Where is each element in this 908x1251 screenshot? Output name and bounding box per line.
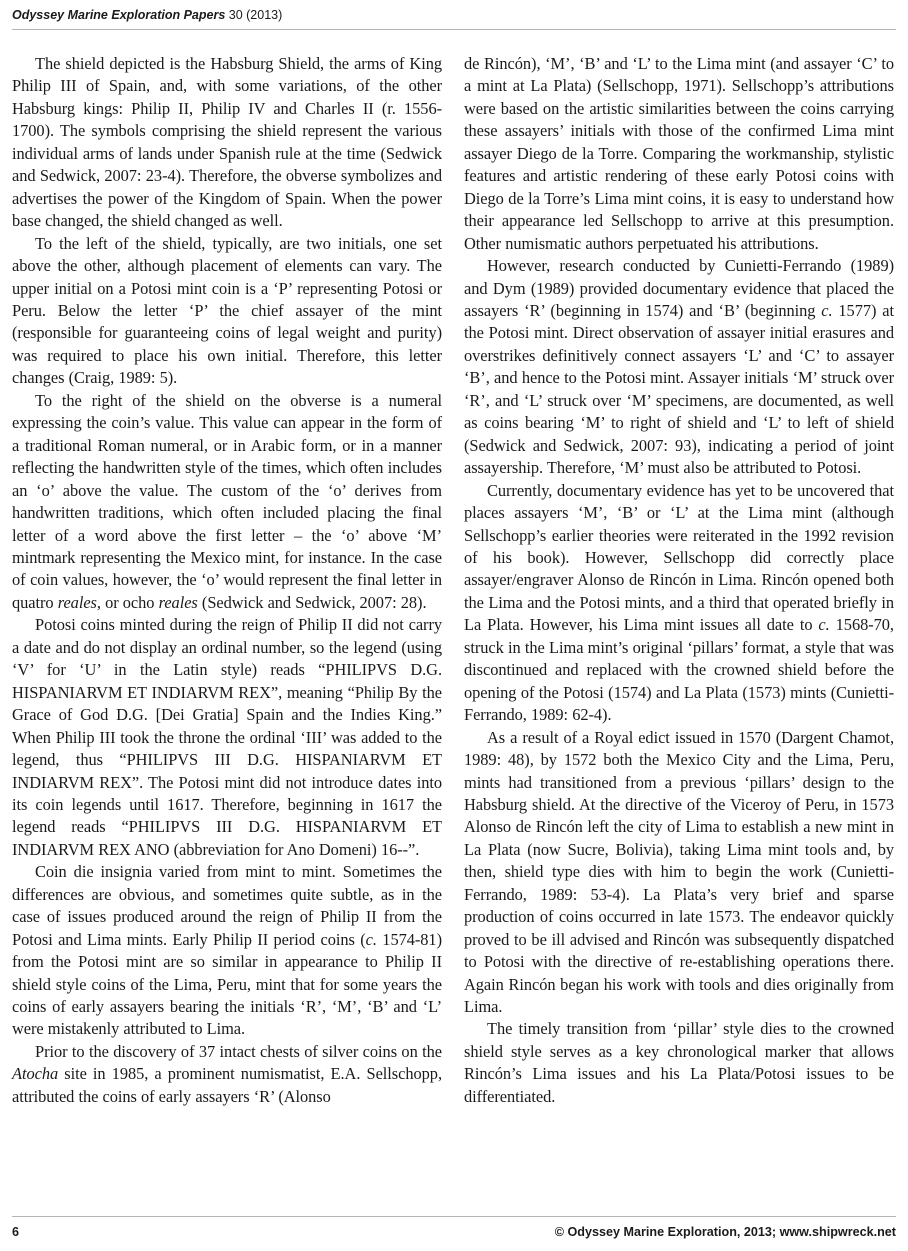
paragraph-left-3: [12, 390, 442, 615]
paragraph-right-3-part-b: 1568-70, struck in the Lima mint’s original ‘pillars’ format, a style that was discontinued and replaced with the crowned shield before the opening of the Potosi (1574) and La Plata (1573) mints (Cunietti-Ferrando, 1989: 62-4).: [464, 615, 894, 725]
page-number: 6: [12, 1225, 20, 1239]
paragraph-left-6-italic-1: Atocha: [12, 1064, 59, 1084]
paragraph-right-3-italic-1: c.: [818, 615, 830, 635]
paragraph-left-2: To the left of the shield, typically, are two initials, one set above the other, although placement of elements can vary. The upper initial on a Potosi mint coin is a ‘P’ representing Potosi or Peru. Below the letter ‘P’ the chief assayer of the mint (responsible for guaranteeing coins of legal weight and purity) was required to place his own initial. Therefore, this letter changes (Craig, 1989: 5).: [12, 233, 442, 388]
paragraph-right-3-part-a: Currently, documentary evidence has yet to be uncovered that places assayers ‘M’, ‘B’ or ‘L’ at the Lima mint (although Sellschopp’s earlier theories were reiterated in the 1992 revision of his book). However, Sellschopp did correctly place assayer/engraver Alonso de Rincón in Lima. Rincón opened both the Lima and the Potosi mints, and a third that operated briefly in La Plata. However, his Lima mint issues all date to: [464, 480, 894, 635]
paragraph-left-3-part-a: To the right of the shield on the obverse is a numeral expressing the coin’s value. This value can appear in the form of a traditional Roman numeral, or in Arabic form, or in a manner reflecting the handwritten style of the times, which often includes an ‘o’ above the value. The custom of the ‘o’ derives from handwritten traditions, which often included placing the final letter of a word above the first letter – the ‘o’ above ‘M’ mintmark representing the Mexico mint, for instance. In the case of coin values, however, the ‘o’ would represent the final letter in quatro: [12, 390, 442, 612]
paragraph-left-1: The shield depicted is the Habsburg Shield, the arms of King Philip III of Spain, and, with some variations, of the other Habsburg kings: Philip II, Philip IV and Charles II (r. 1556-1700). The symbols comprising the shield represent the various individual arms of lands under Spanish rule at the time (Sedwick and Sedwick, 2007: 23-4). Therefore, the obverse symbolizes and advertises the power of the Kingdom of Spain. When the power base changed, the shield changed as well.: [12, 54, 442, 231]
issue-number: 30 (2013): [228, 8, 283, 22]
journal-title: Odyssey Marine Exploration Papers: [12, 8, 226, 22]
footer-rule: [12, 1216, 896, 1217]
paragraph-left-6-part-a: Prior to the discovery of 37 intact chests of silver coins on the: [35, 1041, 442, 1061]
paragraph-right-3: [464, 480, 894, 727]
paragraph-left-3-part-b: , or ocho: [96, 592, 159, 612]
paragraph-right-5: The timely transition from ‘pillar’ style dies to the crowned shield style serves as a key chronological marker that allows Rincón’s Lima issues and his La Plata/Potosi issues to be differentiated.: [464, 1019, 894, 1106]
paragraph-left-6-part-b: site in 1985, a prominent numismatist, E.A. Sellschopp, attributed the coins of early assayers ‘R’ (Alonso: [12, 1064, 442, 1106]
paragraph-left-4: Potosi coins minted during the reign of Philip II did not carry a date and do not display an ordinal number, so the legend (using ‘V’ for ‘U’ in the Latin style) reads “PHILIPVS D.G. HISPANIARVM ET INDIARVM REX”, meaning “Philip By the Grace of God D.G. [Dei Gratia] Spain and the Indies King.” When Philip III took the throne the ordinal ‘III’ was added to the legend, thus “PHILIPVS III D.G. HISPANIARVM ET INDIARVM REX”. The Potosi mint did not introduce dates into its coin legends until 1617. Therefore, beginning in 1617 the legend reads “PHILIPVS III D.G. HISPANIARVM ET INDIARVM REX ANO (abbreviation for Ano Domeni) 16--”.: [12, 615, 442, 859]
paragraph-right-4: As a result of a Royal edict issued in 1570 (Dargent Chamot, 1989: 48), by 1572 both the Mexico City and the Lima, Peru, mints had transitioned from a previous ‘pillars’ design to the Habsburg shield. At the directive of the Viceroy of Peru, in 1573 Alonso de Rincón left the city of Lima to establish a new mint in La Plata (now Sucre, Bolivia), taking Lima mint tools and, by then, shield type dies with him to begin the work (Cunietti-Ferrando, 1989: 53-4). La Plata’s very brief and sparse production of coins occurred in late 1573. The endeavor quickly proved to be ill advised and Rincón was subsequently dispatched to Potosi with the directive of re-establishing operations there. Again Rincón began his work with tools and dies originally from Lima.: [464, 727, 894, 1017]
paragraph-left-3-part-c: (Sedwick and Sedwick, 2007: 28).: [197, 592, 427, 612]
page-footer: [12, 1225, 896, 1239]
paragraph-right-2-part-a: However, research conducted by Cunietti-Ferrando (1989) and Dym (1989) provided documentary evidence that placed the assayers ‘R’ (beginning in 1574) and ‘B’ (beginning: [464, 256, 894, 320]
paragraph-right-2-italic-1: c.: [821, 300, 833, 320]
running-head: [12, 8, 896, 23]
right-column: [464, 53, 894, 1205]
paragraph-left-3-italic-1: reales: [57, 592, 97, 612]
paragraph-right-2: [464, 255, 894, 480]
paragraph-right-1: de Rincón), ‘M’, ‘B’ and ‘L’ to the Lima mint (and assayer ‘C’ to a mint at La Plata) (Sellschopp, 1971). Sellschopp’s attributions were based on the artistic similarities between the coins carrying these assayers’ initials with those of the confirmed Lima mint assayer Diego de la Torre. Comparing the workmanship, stylistic features and artistic rendering of these early Potosi coins with Diego de la Torre’s Lima mint coins, it is easy to understand how their appearance led Sellschopp to arrive at this presumption. Other numismatic authors perpetuated his attributions.: [464, 54, 894, 253]
paragraph-left-5-part-a: Coin die insignia varied from mint to mint. Sometimes the differences are obvious, and sometimes quite subtle, as in the case of issues produced around the reign of Philip II from the Potosi and Lima mints. Early Philip II period coins (: [12, 862, 442, 949]
copyright-notice: © Odyssey Marine Exploration, 2013; www.shipwreck.net: [554, 1225, 896, 1239]
paragraph-left-6: [12, 1041, 442, 1108]
paragraph-left-5-part-b: 1574-81) from the Potosi mint are so similar in appearance to Philip II shield style coins of the Lima, Peru, mint that for some years the coins of early assayers bearing the initials ‘R’, ‘M’, ‘B’ and ‘L’ were mistakenly attributed to Lima.: [12, 929, 442, 1039]
body-columns: [12, 53, 894, 1205]
paragraph-right-2-part-b: 1577) at the Potosi mint. Direct observation of assayer initial erasures and overstrikes definitively connect assayers ‘L’ and ‘C’ to assayer ‘B’, and hence to the Potosi mint. Assayer initials ‘M’ struck over ‘R’, and ‘L’ struck over ‘M’ specimens, are documented, as well as coins bearing ‘M’ to right of shield and ‘L’ to left of shield (Sedwick and Sedwick, 2007: 93), indicating a period of joint assayership. Therefore, ‘M’ must also be attributed to Potosi.: [464, 300, 894, 478]
paragraph-left-3-italic-2: reales: [158, 592, 198, 612]
left-column: [12, 53, 442, 1205]
header-rule: [12, 29, 896, 30]
paragraph-left-5: [12, 861, 442, 1041]
paragraph-left-5-italic-1: c.: [365, 929, 377, 949]
